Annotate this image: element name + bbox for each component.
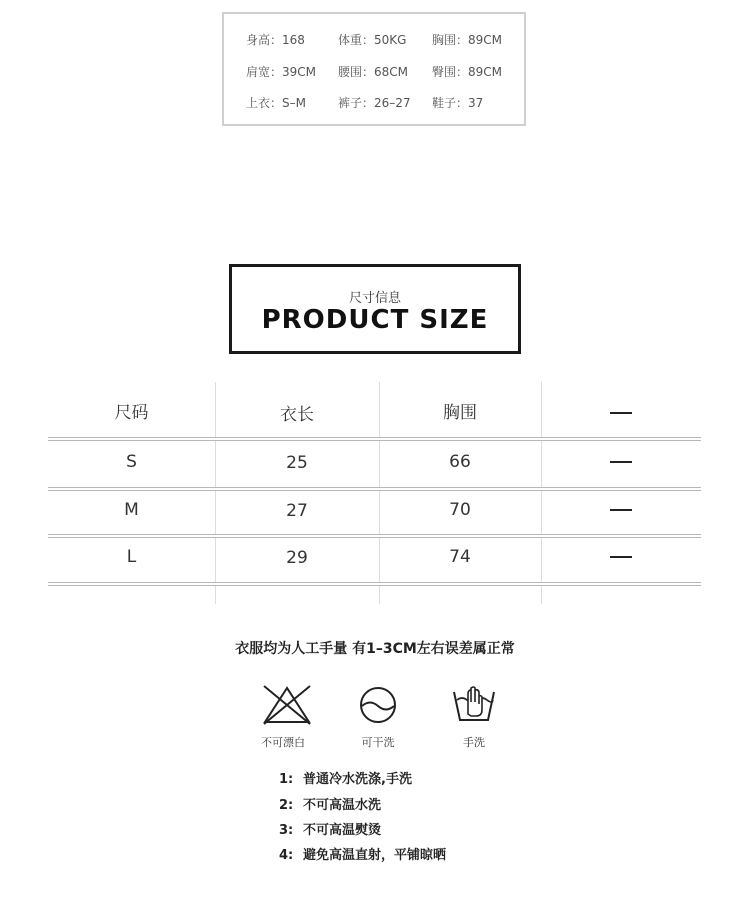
model-waist: 腰围：68CM: [338, 65, 409, 79]
header-extra-dash: [541, 403, 701, 423]
model-hip: 臀围：89CM: [432, 65, 503, 79]
title-chinese: 尺寸信息: [348, 291, 401, 306]
dash-mark: [610, 556, 632, 558]
model-pants-size: 裤子：26–27: [338, 96, 411, 110]
care-item: 3: 不可高温熨烫: [279, 823, 382, 838]
dash-mark: [610, 412, 632, 414]
model-weight: 体重：50KG: [338, 33, 407, 47]
hand-wash-icon: [451, 684, 497, 730]
care-item: 2: 不可高温水洗: [279, 798, 382, 813]
header-size: 尺码: [114, 403, 149, 423]
model-shoe-size: 鞋子：37: [432, 96, 484, 110]
cell-size-s: S: [126, 452, 137, 472]
cell-length-l: 29: [286, 548, 308, 568]
cell-chest-s: 66: [449, 452, 471, 472]
cell-extra-s: [541, 452, 701, 472]
cell-extra-l: [541, 547, 701, 567]
row-divider: [48, 487, 701, 491]
row-divider: [48, 582, 701, 586]
model-bust: 胸围：89CM: [432, 33, 503, 47]
title-english: PRODUCT SIZE: [261, 305, 489, 335]
header-length: 衣长: [280, 405, 314, 425]
model-row: [224, 63, 524, 83]
care-item: 4: 避免高温直射，平铺晾晒: [279, 848, 447, 863]
cell-chest-m: 70: [449, 500, 471, 520]
cell-length-m: 27: [286, 501, 308, 521]
model-height: 身高：168: [246, 33, 305, 47]
measurement-note: 衣服均为人工手量 有1–3CM左右误差属正常: [235, 641, 515, 657]
model-top-size: 上衣：S–M: [246, 96, 306, 110]
row-divider: [48, 437, 701, 441]
no-bleach-icon: [260, 684, 314, 730]
hand-wash-label: 手洗: [463, 736, 485, 749]
row-divider: [48, 534, 701, 538]
cell-size-m: M: [124, 500, 139, 520]
model-shoulder: 肩宽：39CM: [246, 65, 317, 79]
cell-chest-l: 74: [449, 547, 471, 567]
care-item: 1: 普通冷水洗涤,手洗: [279, 772, 412, 787]
size-table: [48, 382, 701, 604]
dash-mark: [610, 509, 632, 511]
header-chest: 胸围: [443, 403, 477, 423]
dry-clean-icon: [357, 684, 399, 730]
model-row: [224, 94, 524, 114]
dry-clean-label: 可干洗: [361, 736, 395, 749]
product-size-title-box: [229, 264, 521, 354]
no-bleach-label: 不可漂白: [261, 736, 305, 749]
model-row: [224, 31, 524, 51]
cell-length-s: 25: [286, 453, 308, 473]
cell-size-l: L: [126, 547, 137, 567]
model-info-box: [222, 12, 526, 126]
cell-extra-m: [541, 500, 701, 520]
dash-mark: [610, 461, 632, 463]
